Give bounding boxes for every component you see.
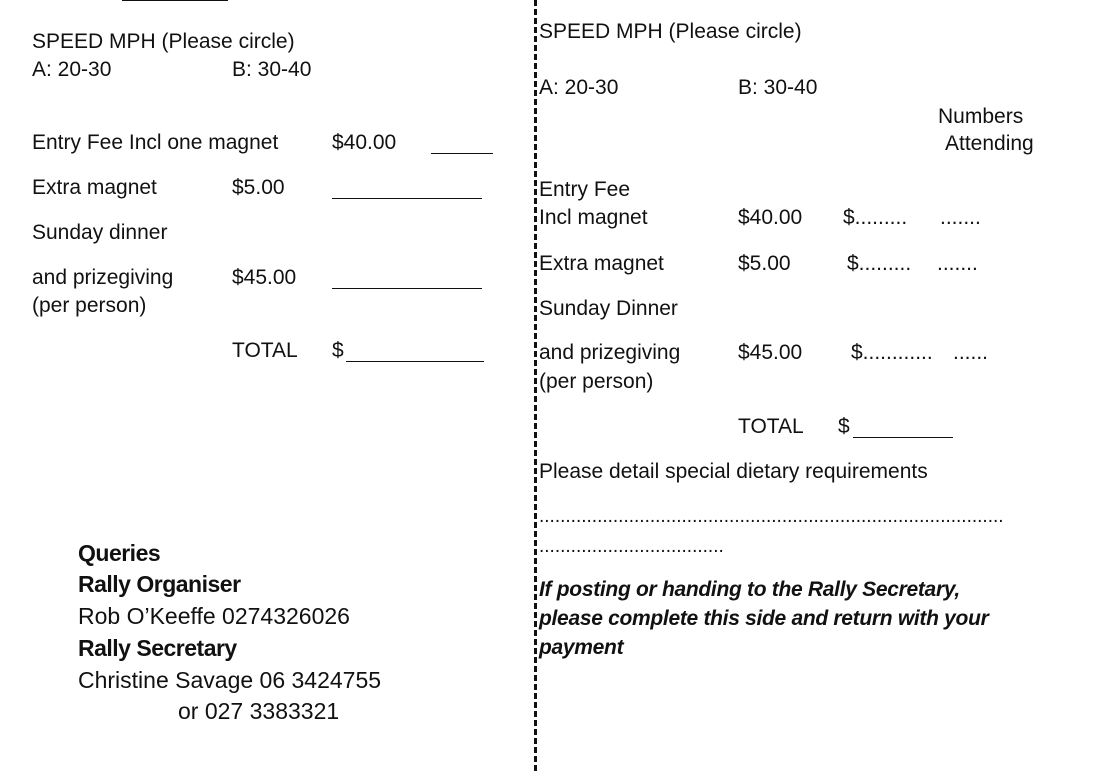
dinner-label-3: (per person) — [32, 294, 147, 317]
speed-option-a[interactable]: A: 20-30 — [32, 58, 112, 81]
dinner-blank[interactable] — [332, 288, 482, 289]
organiser-contact: Rob O’Keeffe 0274326026 — [78, 603, 350, 629]
dietary-field-line-2[interactable]: ................................... — [539, 536, 724, 557]
speed-option-b-right[interactable]: B: 30-40 — [738, 76, 818, 99]
entry-fee-count-field[interactable]: ....... — [940, 206, 981, 229]
total-blank-right[interactable] — [853, 437, 953, 438]
posting-note-1: If posting or handing to the Rally Secretary, — [539, 578, 960, 601]
dietary-field-line-1[interactable]: ........................................................................................ — [539, 506, 1004, 527]
extra-magnet-count-field[interactable]: ....... — [937, 252, 978, 275]
dinner-amount-field[interactable]: $............ — [851, 341, 933, 364]
secretary-title: Rally Secretary — [78, 635, 237, 661]
entry-fee-amount-field[interactable]: $......... — [843, 206, 908, 229]
speed-heading: SPEED MPH (Please circle) — [32, 30, 295, 53]
dinner-label-right-1: Sunday Dinner — [539, 297, 678, 320]
extra-magnet-price-right: $5.00 — [738, 252, 791, 275]
extra-magnet-blank[interactable] — [332, 198, 482, 199]
dinner-label-right-2: and prizegiving — [539, 341, 681, 364]
entry-fee-price-right: $40.00 — [738, 206, 803, 229]
numbers-heading-1: Numbers — [938, 105, 1024, 128]
speed-heading-right: SPEED MPH (Please circle) — [539, 20, 802, 43]
secretary-contact: Christine Savage 06 3424755 — [78, 667, 382, 693]
speed-option-a-right[interactable]: A: 20-30 — [539, 76, 619, 99]
extra-magnet-amount-field[interactable]: $......... — [847, 252, 912, 275]
entry-fee-price: $40.00 — [332, 131, 397, 154]
entry-fee-label-right-1: Entry Fee — [539, 178, 631, 201]
cut-line — [534, 0, 537, 771]
posting-note-3: payment — [539, 636, 624, 659]
queries-heading: Queries — [78, 540, 161, 566]
dinner-price: $45.00 — [232, 266, 297, 289]
organiser-title: Rally Organiser — [78, 571, 241, 597]
total-label-right: TOTAL — [738, 415, 804, 438]
dinner-label-1: Sunday dinner — [32, 221, 168, 244]
dinner-label-right-3: (per person) — [539, 370, 654, 393]
dinner-count-field[interactable]: ...... — [953, 341, 989, 364]
dietary-label: Please detail special dietary requirements — [539, 460, 928, 483]
entry-fee-label: Entry Fee Incl one magnet — [32, 131, 279, 154]
extra-magnet-label: Extra magnet — [32, 176, 157, 199]
top-rule — [122, 0, 228, 1]
speed-option-b[interactable]: B: 30-40 — [232, 58, 312, 81]
total-blank[interactable] — [346, 361, 484, 362]
numbers-heading-2: Attending — [945, 132, 1034, 155]
dinner-price-right: $45.00 — [738, 341, 803, 364]
total-currency-right: $ — [838, 415, 850, 438]
total-currency: $ — [332, 339, 344, 362]
dinner-label-2: and prizegiving — [32, 266, 174, 289]
entry-fee-label-right-2: Incl magnet — [539, 206, 648, 229]
entry-fee-blank[interactable] — [431, 153, 493, 154]
extra-magnet-price: $5.00 — [232, 176, 285, 199]
secretary-alt-phone: or 027 3383321 — [178, 698, 340, 724]
total-label: TOTAL — [232, 339, 298, 362]
posting-note-2: please complete this side and return with your — [539, 607, 989, 630]
extra-magnet-label-right: Extra magnet — [539, 252, 664, 275]
